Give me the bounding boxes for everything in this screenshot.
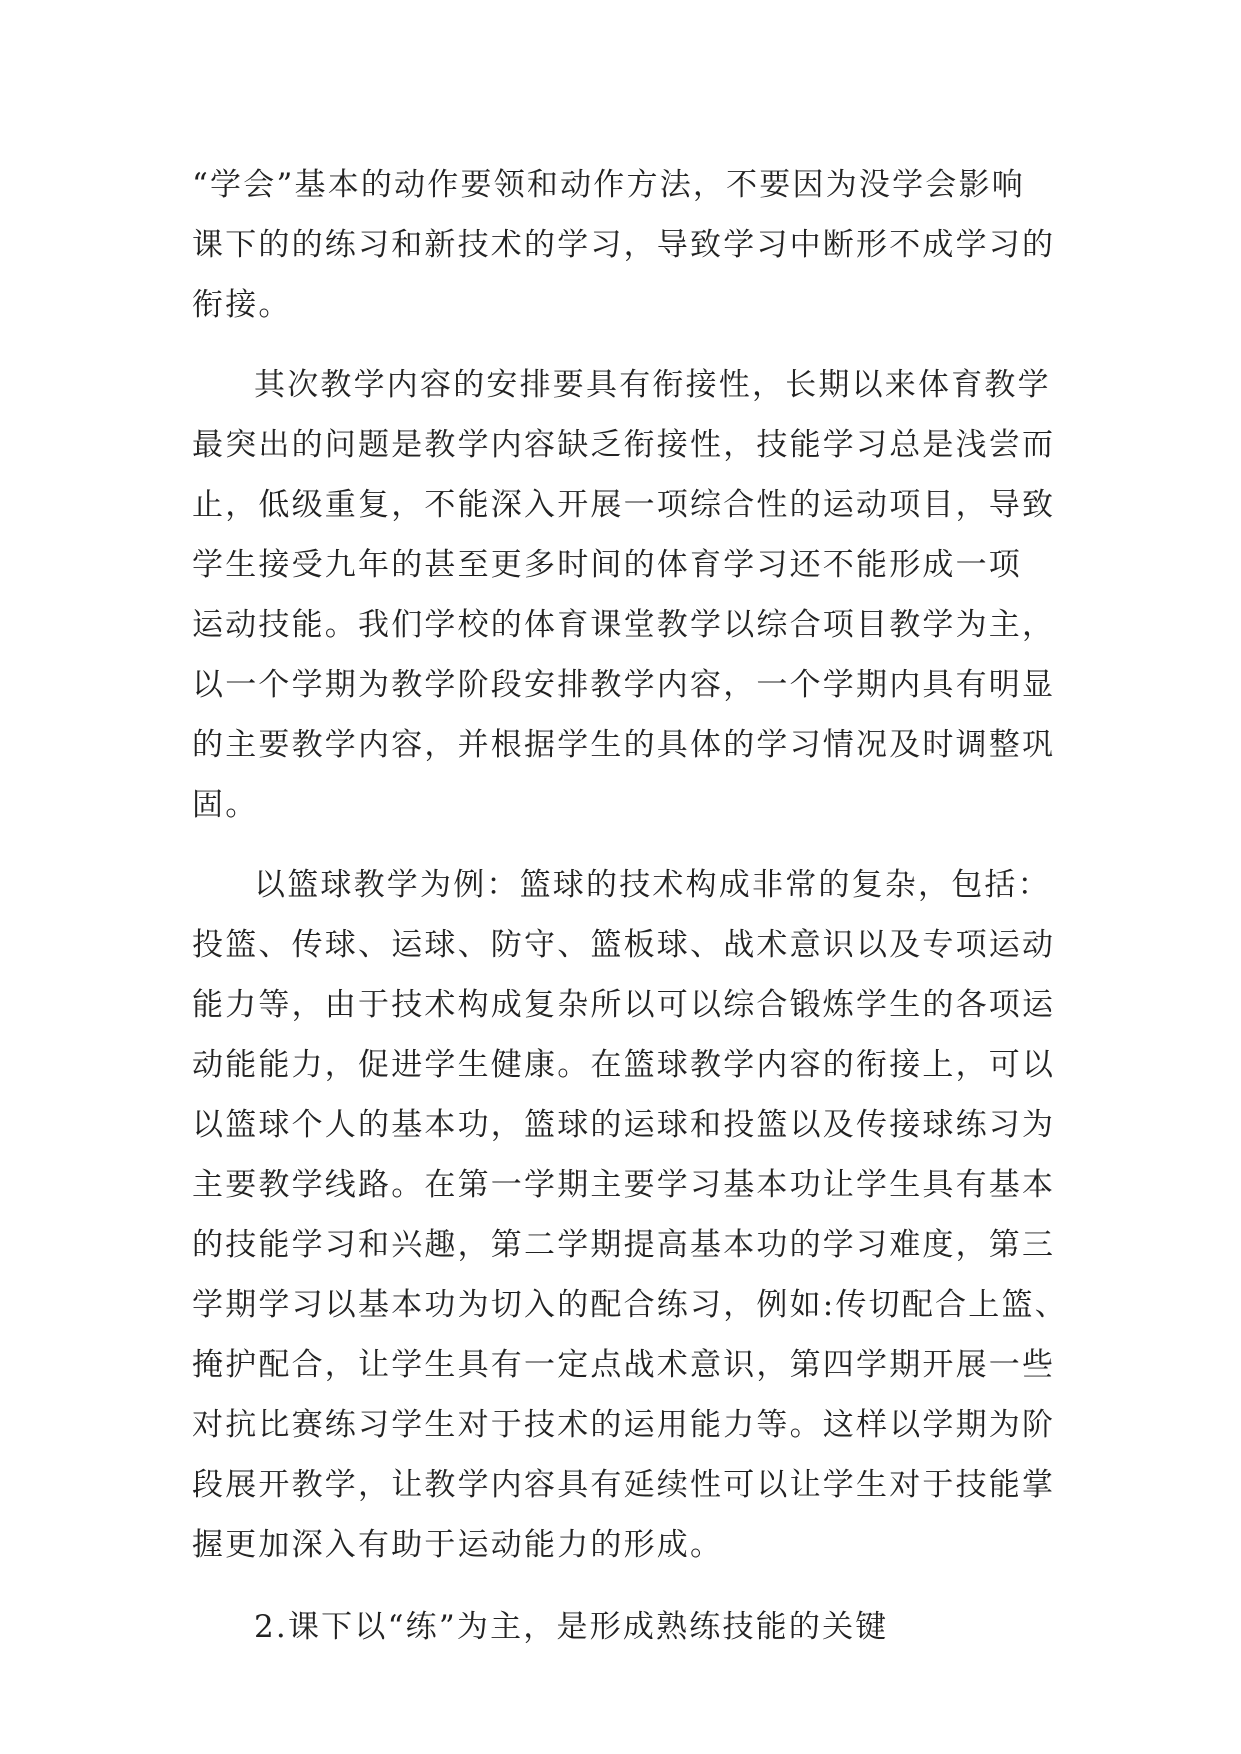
text-line: 固。 bbox=[192, 787, 259, 823]
text-line: 主要教学线路。在第一学期主要学习基本功让学生具有基本 bbox=[192, 1167, 1056, 1203]
text-line: 握更加深入有助于运动能力的形成。 bbox=[192, 1527, 724, 1563]
text-line: 对抗比赛练习学生对于技术的运用能力等。这样以学期为阶 bbox=[192, 1407, 1056, 1443]
text-line: 投篮、传球、运球、防守、篮板球、战术意识以及专项运动 bbox=[192, 927, 1056, 963]
text-line: 动能能力，促进学生健康。在篮球教学内容的衔接上，可以 bbox=[192, 1047, 1056, 1083]
text-line: 的主要教学内容，并根据学生的具体的学习情况及时调整巩 bbox=[192, 727, 1056, 763]
text-line: 学生接受九年的甚至更多时间的体育学习还不能形成一项 bbox=[192, 547, 1022, 583]
text-line: 的技能学习和兴趣，第二学期提高基本功的学习难度，第三 bbox=[192, 1227, 1056, 1263]
text-line: 运动技能。我们学校的体育课堂教学以综合项目教学为主， bbox=[192, 607, 1056, 643]
text-line: 掩护配合，让学生具有一定点战术意识，第四学期开展一些 bbox=[192, 1347, 1056, 1383]
text-line: 以一个学期为教学阶段安排教学内容，一个学期内具有明显 bbox=[192, 667, 1056, 703]
text-line: 学期学习以基本功为切入的配合练习，例如:传切配合上篮、 bbox=[192, 1287, 1068, 1323]
paragraph-first-line: 以篮球教学为例：篮球的技术构成非常的复杂，包括： bbox=[254, 867, 1051, 903]
text-line: 止，低级重复，不能深入开展一项综合性的运动项目，导致 bbox=[192, 487, 1056, 523]
text-line: 能力等，由于技术构成复杂所以可以综合锻炼学生的各项运 bbox=[192, 987, 1056, 1023]
text-line: 衔接。 bbox=[192, 287, 292, 323]
section-heading: 2.课下以“练”为主，是形成熟练技能的关键 bbox=[254, 1609, 889, 1645]
text-line: 段展开教学，让教学内容具有延续性可以让学生对于技能掌 bbox=[192, 1467, 1056, 1503]
text-line: 以篮球个人的基本功，篮球的运球和投篮以及传接球练习为 bbox=[192, 1107, 1056, 1143]
paragraph-first-line: 其次教学内容的安排要具有衔接性，长期以来体育教学 bbox=[254, 367, 1051, 403]
text-line: 课下的的练习和新技术的学习，导致学习中断形不成学习的 bbox=[192, 227, 1056, 263]
text-line: “学会”基本的动作要领和动作方法，不要因为没学会影响 bbox=[192, 167, 1025, 203]
text-line: 最突出的问题是教学内容缺乏衔接性，技能学习总是浅尝而 bbox=[192, 427, 1056, 463]
